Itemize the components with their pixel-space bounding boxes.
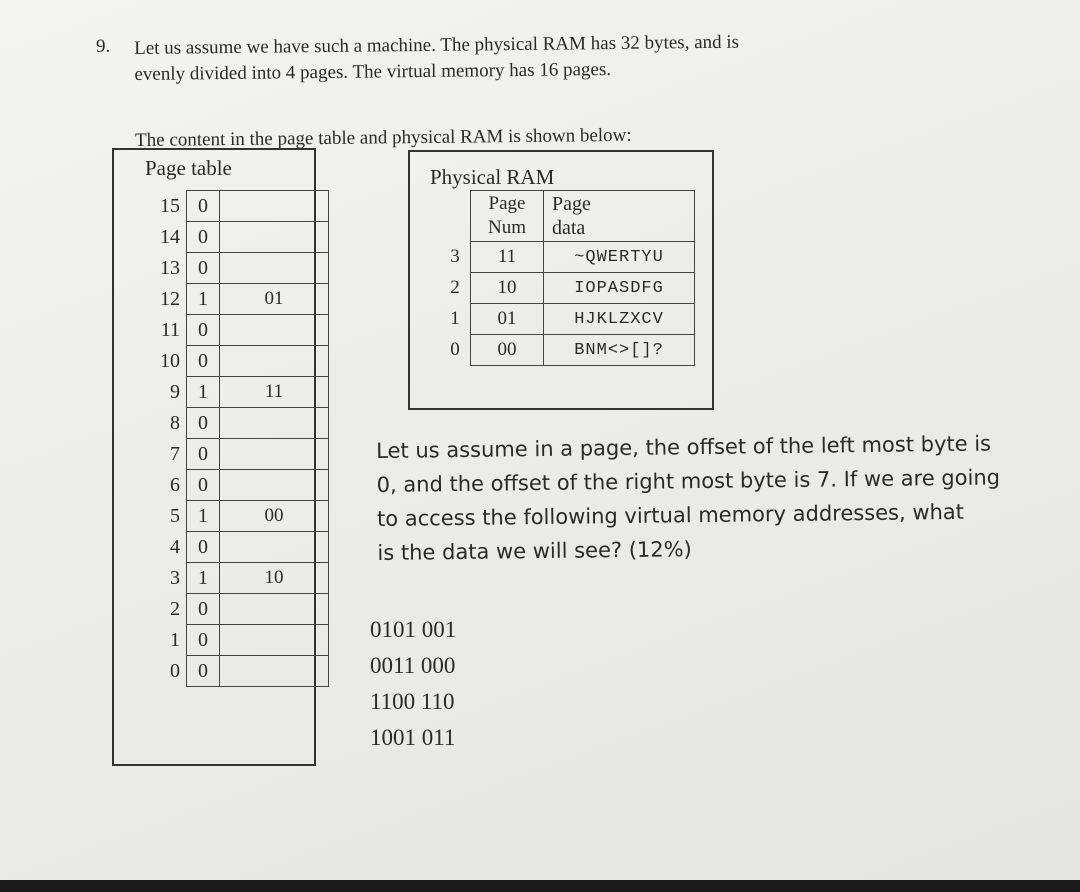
page-table-index: 3 [170, 566, 180, 589]
page-table-index: 5 [170, 504, 180, 527]
page-table-index: 13 [160, 256, 180, 279]
ram-row-index: 3 [450, 246, 460, 267]
ram-row [440, 335, 695, 366]
intro-line-1b: evenly divided into 4 pages. The virtual memory has 16 pages. [134, 59, 612, 85]
page-table-row [136, 439, 329, 470]
ram-page-data: ~QWERTYU [544, 242, 695, 273]
ram-page-data: BNM<>[]? [544, 335, 695, 366]
page-table-row [136, 594, 329, 625]
page-table-row [136, 408, 329, 439]
page-table-index: 8 [170, 411, 180, 434]
prompt-line: 0, and the offset of the right most byte is 7. If we are going [376, 465, 1001, 497]
page-table-valid-bit: 1 [187, 563, 220, 594]
page-table-valid-bit: 0 [187, 625, 220, 656]
page-table-frame: 00 [220, 501, 329, 532]
ram-row-index: 2 [450, 277, 460, 298]
page-table-row [136, 284, 329, 315]
page-table-index: 0 [170, 659, 180, 682]
page-table-frame [220, 656, 329, 687]
page-table-frame [220, 532, 329, 563]
ram-header-page-data: Page data [544, 191, 695, 242]
page-table-valid-bit: 1 [187, 501, 220, 532]
page-table-index: 9 [170, 380, 180, 403]
address-item: 0101 001 [370, 617, 457, 642]
prompt-line: is the data we will see? (12%) [377, 537, 692, 565]
page-table-frame [220, 346, 329, 377]
page-table-frame [220, 253, 329, 284]
page-table-valid-bit: 1 [187, 284, 220, 315]
page-table-row [136, 656, 329, 687]
intro-line-2: The content in the page table and physical RAM is shown below: [135, 124, 632, 151]
ram-header-spacer [440, 191, 471, 242]
page-table-index: 4 [170, 535, 180, 558]
page-table-valid-bit: 0 [187, 222, 220, 253]
ram-page-num: 00 [471, 335, 544, 366]
question-number: 9. [96, 36, 111, 57]
page-table-frame [220, 625, 329, 656]
address-item: 1100 110 [370, 689, 455, 714]
ram-row-index: 1 [450, 308, 460, 329]
ram-page-data: IOPASDFG [544, 273, 695, 304]
bottom-edge [0, 880, 1080, 892]
page-table-index: 11 [160, 318, 180, 341]
page-table-valid-bit: 0 [187, 315, 220, 346]
page-table-row [136, 625, 329, 656]
ram-row [440, 273, 695, 304]
ram-row-index: 0 [450, 339, 460, 360]
physical-ram-table [440, 190, 695, 366]
page-table-row [136, 315, 329, 346]
page-table-valid-bit: 1 [187, 377, 220, 408]
page-table-row [136, 532, 329, 563]
prompt-line: Let us assume in a page, the offset of the left most byte is [376, 431, 992, 463]
page-table-frame [220, 191, 329, 222]
page-table-index: 10 [160, 349, 180, 372]
ram-page-num: 01 [471, 304, 544, 335]
page-table-frame: 01 [220, 284, 329, 315]
page-table-row [136, 346, 329, 377]
page-table-valid-bit: 0 [187, 656, 220, 687]
page-table-index: 15 [160, 194, 180, 217]
page-table-frame: 10 [220, 563, 329, 594]
page-table-frame [220, 470, 329, 501]
page-table-valid-bit: 0 [187, 408, 220, 439]
page-table-index: 14 [160, 225, 180, 248]
ram-row [440, 242, 695, 273]
page-table-row [136, 470, 329, 501]
ram-header-page-num: Page Num [471, 191, 544, 242]
address-item: 1001 011 [370, 725, 456, 750]
ram-page-num: 11 [471, 242, 544, 273]
page-table-row [136, 501, 329, 532]
ram-page-num: 10 [471, 273, 544, 304]
question-intro [134, 26, 925, 156]
page-table-index: 12 [160, 287, 180, 310]
page-table-frame [220, 222, 329, 253]
intro-line-1: Let us assume we have such a machine. The physical RAM has 32 bytes, and is [134, 31, 740, 59]
prompt-line: to access the following virtual memory addresses, what [376, 499, 965, 531]
page-table-index: 2 [170, 597, 180, 620]
page-table-valid-bit: 0 [187, 532, 220, 563]
physical-ram-title: Physical RAM [430, 165, 555, 189]
page-table-valid-bit: 0 [187, 470, 220, 501]
ram-header-row [440, 191, 695, 242]
page-table-index: 6 [170, 473, 180, 496]
address-list [370, 612, 456, 756]
page-table-valid-bit: 0 [187, 594, 220, 625]
page-table-row [136, 222, 329, 253]
page-table-index: 7 [170, 442, 180, 465]
page-table-row [136, 563, 329, 594]
page-table-row [136, 191, 329, 222]
page-table-title: Page table [145, 156, 232, 180]
page-table-valid-bit: 0 [187, 346, 220, 377]
page-table-valid-bit: 0 [187, 191, 220, 222]
page-table-frame [220, 594, 329, 625]
page-table-frame [220, 439, 329, 470]
page-table-valid-bit: 0 [187, 439, 220, 470]
page-table-frame: 11 [220, 377, 329, 408]
page-table-index: 1 [170, 628, 180, 651]
page-table-row [136, 253, 329, 284]
page-table-frame [220, 408, 329, 439]
page-table-row [136, 377, 329, 408]
page-table [136, 190, 329, 687]
ram-row [440, 304, 695, 335]
page-table-valid-bit: 0 [187, 253, 220, 284]
address-item: 0011 000 [370, 653, 456, 678]
ram-page-data: HJKLZXCV [544, 304, 695, 335]
page-table-frame [220, 315, 329, 346]
question-prompt [376, 426, 1048, 570]
